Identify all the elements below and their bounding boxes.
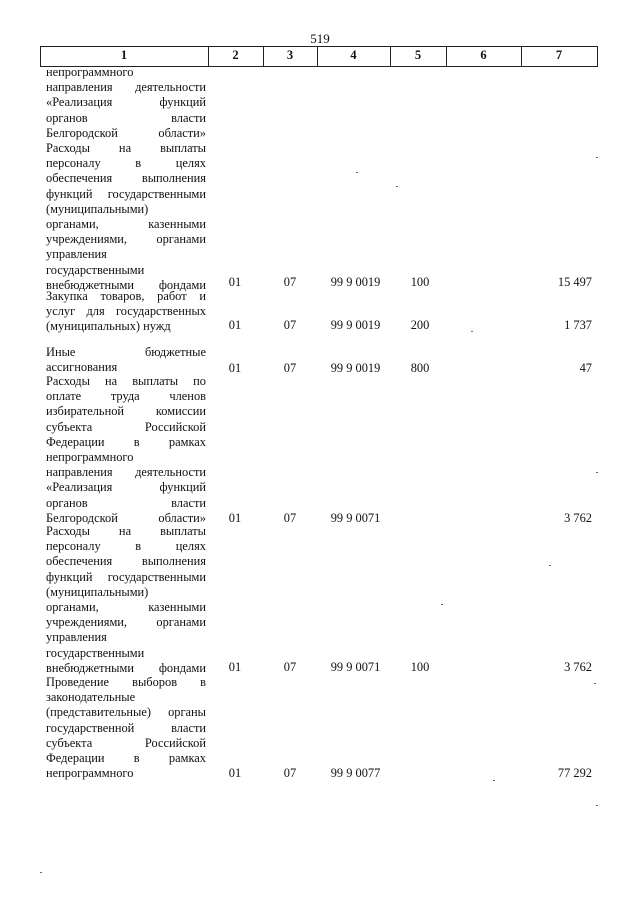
scan-speck xyxy=(40,872,42,873)
expense-type-code: 100 xyxy=(410,660,430,674)
description-line: Проведение выборов в xyxy=(46,675,206,689)
description-line: ассигнования xyxy=(46,360,118,375)
subsection-code: 07 xyxy=(283,511,297,525)
description-line: непрограммного xyxy=(46,449,134,464)
subsection-code: 07 xyxy=(283,275,297,289)
amount-value: 3 762 xyxy=(564,660,592,674)
target-article-code: 99 9 0071 xyxy=(330,511,381,525)
description-line: Расходы на выплаты xyxy=(46,524,206,538)
subsection-code: 07 xyxy=(283,361,297,375)
description-line: (муниципальных) нужд xyxy=(46,319,171,334)
column-divider xyxy=(597,46,598,66)
amount-value: 77 292 xyxy=(557,766,592,780)
target-article-code: 99 9 0071 xyxy=(330,660,381,674)
description-line: Расходы на выплаты по xyxy=(46,374,206,388)
section-code: 01 xyxy=(228,660,242,674)
description-line: государственными xyxy=(46,645,145,660)
column-header-1: 1 xyxy=(120,48,128,62)
description-line: субъекта Российской xyxy=(46,419,206,434)
description-line: «Реализация функций xyxy=(46,480,206,495)
row-description xyxy=(46,374,206,526)
description-line: персоналу в целях xyxy=(46,156,206,171)
description-line: Федерации в рамках xyxy=(46,434,206,449)
description-line: персоналу в целях xyxy=(46,539,206,554)
scan-speck xyxy=(549,565,551,566)
scan-speck xyxy=(493,780,495,781)
description-line: Закупка товаров, работ и xyxy=(46,289,206,303)
target-article-code: 99 9 0019 xyxy=(330,361,381,375)
description-line: учреждениями, органами xyxy=(46,615,206,630)
description-line: органами, казенными xyxy=(46,599,206,614)
section-code: 01 xyxy=(228,766,242,780)
description-line: государственной власти xyxy=(46,720,206,735)
column-header-6: 6 xyxy=(480,48,487,62)
description-line: оплате труда членов xyxy=(46,389,206,404)
section-code: 01 xyxy=(228,318,242,332)
description-line: непрограммного xyxy=(46,65,134,79)
description-line: внебюджетными фондами xyxy=(46,277,206,292)
description-line: (представительные) органы xyxy=(46,705,206,720)
description-line: Белгородской области» xyxy=(46,125,206,140)
row-description xyxy=(46,65,206,141)
amount-value: 47 xyxy=(579,361,592,375)
description-line: внебюджетными фондами xyxy=(46,660,206,675)
description-line: обеспечения выполнения xyxy=(46,171,206,186)
scan-speck xyxy=(596,805,598,806)
description-line: субъекта Российской xyxy=(46,735,206,750)
description-line: учреждениями, органами xyxy=(46,232,206,247)
amount-value: 15 497 xyxy=(557,275,592,289)
description-line: функций государственными xyxy=(46,186,206,201)
description-line: управления xyxy=(46,247,107,262)
description-line: направления деятельности xyxy=(46,80,206,95)
row-description xyxy=(46,141,206,293)
scan-speck xyxy=(594,683,596,684)
expense-type-code: 100 xyxy=(410,275,430,289)
description-line: органов власти xyxy=(46,495,206,510)
section-code: 01 xyxy=(228,275,242,289)
description-line: услуг для государственных xyxy=(46,304,206,319)
column-header-4: 4 xyxy=(350,48,357,62)
target-article-code: 99 9 0019 xyxy=(330,275,381,289)
target-article-code: 99 9 0077 xyxy=(330,766,381,780)
description-line: законодательные xyxy=(46,690,136,705)
amount-value: 1 737 xyxy=(564,318,592,332)
amount-value: 3 762 xyxy=(564,511,592,525)
scan-speck xyxy=(441,604,443,605)
description-line: (муниципальными) xyxy=(46,201,149,216)
description-line: (муниципальными) xyxy=(46,584,149,599)
description-line: государственными xyxy=(46,262,145,277)
column-header-3: 3 xyxy=(286,48,294,62)
description-line: обеспечения выполнения xyxy=(46,554,206,569)
description-line: направления деятельности xyxy=(46,465,206,480)
row-description xyxy=(46,675,206,781)
scan-speck xyxy=(596,157,598,158)
row-description xyxy=(46,524,206,676)
scan-speck xyxy=(471,331,473,332)
page-number: 519 xyxy=(310,31,330,46)
scan-speck xyxy=(396,186,398,187)
target-article-code: 99 9 0019 xyxy=(330,318,381,332)
description-line: управления xyxy=(46,630,107,645)
description-line: «Реализация функций xyxy=(46,95,206,110)
description-line: функций государственными xyxy=(46,569,206,584)
description-line: избирательной комиссии xyxy=(46,404,206,419)
subsection-code: 07 xyxy=(283,318,297,332)
scan-speck xyxy=(596,472,598,473)
column-header-2: 2 xyxy=(232,48,239,62)
description-line: Белгородской области» xyxy=(46,510,206,525)
expense-type-code: 200 xyxy=(410,318,430,332)
section-code: 01 xyxy=(228,511,242,525)
expense-type-code: 800 xyxy=(410,361,430,375)
description-line: Иные бюджетные xyxy=(46,345,206,359)
column-header-5: 5 xyxy=(414,48,422,62)
scan-speck xyxy=(356,172,358,173)
subsection-code: 07 xyxy=(283,660,297,674)
subsection-code: 07 xyxy=(283,766,297,780)
row-description xyxy=(46,289,206,335)
description-line: Расходы на выплаты xyxy=(46,141,206,155)
description-line: непрограммного xyxy=(46,766,134,781)
description-line: Федерации в рамках xyxy=(46,750,206,765)
description-line: органами, казенными xyxy=(46,216,206,231)
column-header-7: 7 xyxy=(555,48,563,62)
row-description xyxy=(46,345,206,375)
description-line: органов власти xyxy=(46,110,206,125)
section-code: 01 xyxy=(228,361,242,375)
